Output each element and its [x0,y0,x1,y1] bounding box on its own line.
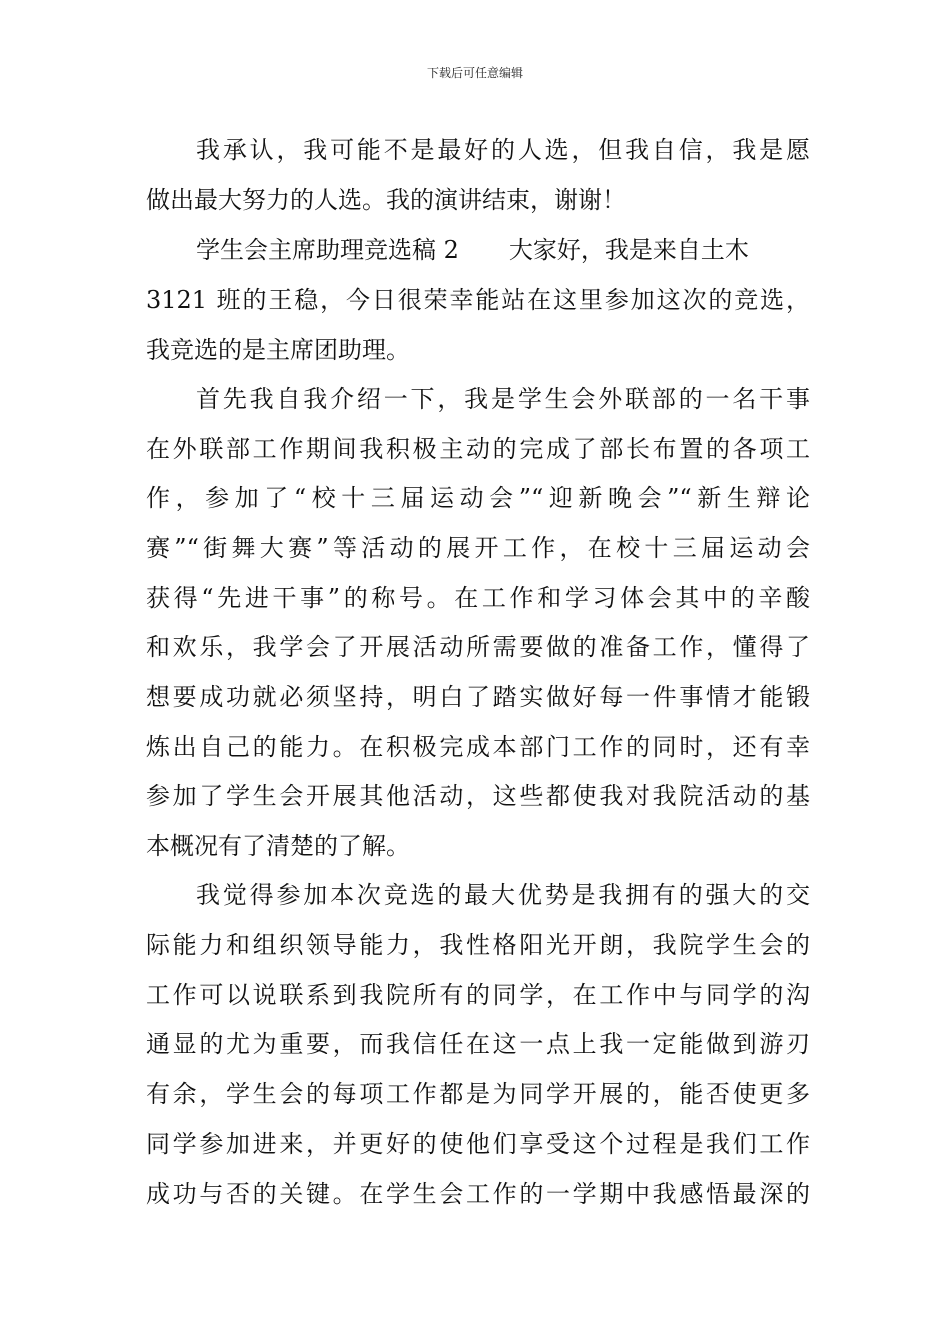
text-line: 参加了学生会开展其他活动，这些都使我对我院活动的基 [146,782,810,810]
text-line: 3121 班的王稳，今日很荣幸能站在这里参加这次的竞选， [146,286,810,314]
text-line: 工作可以说联系到我院所有的同学，在工作中与同学的沟 [146,981,810,1009]
text-line: 通显的尤为重要，而我信任在这一点上我一定能做到游刃 [146,1030,810,1058]
text-line: 际能力和组织领导能力，我性格阳光开朗，我院学生会的 [146,931,810,959]
text-line [196,226,810,274]
text-line: 同学参加进来，并更好的使他们享受这个过程是我们工作 [146,1130,810,1158]
text-line: 和欢乐，我学会了开展活动所需要做的准备工作，懂得了 [146,633,810,661]
text-line: 有余，学生会的每项工作都是为同学开展的，能否使更多 [146,1080,810,1108]
text-line: 我承认，我可能不是最好的人选，但我自信，我是愿 [196,136,810,164]
text-line: 我竞选的是主席团助理。 [146,336,410,364]
text-line: 作，参加了“校十三届运动会”“迎新晚会”“新生辩论 [146,484,810,512]
text-line: 我觉得参加本次竞选的最大优势是我拥有的强大的交 [196,881,810,909]
page-header: 下载后可任意编辑 [426,66,523,80]
text-line: 成功与否的关键。在学生会工作的一学期中我感悟最深的 [146,1180,810,1208]
text-line: 做出最大努力的人选。我的演讲结束，谢谢！ [146,186,626,214]
speech-title: 学生会主席助理竞选稿 2 [196,236,459,264]
text-line: 首先我自我介绍一下，我是学生会外联部的一名干事 [196,385,810,413]
speech-opening: 大家好，我是来自土木 [508,236,749,264]
text-line: 炼出自己的能力。在积极完成本部门工作的同时，还有幸 [146,733,810,761]
text-line: 想要成功就必须坚持，明白了踏实做好每一件事情才能锻 [146,683,810,711]
text-line: 本概况有了清楚的了解。 [146,832,410,860]
text-line: 获得“先进干事”的称号。在工作和学习体会其中的辛酸 [146,584,810,612]
text-line: 在外联部工作期间我积极主动的完成了部长布置的各项工 [146,435,810,463]
text-line: 赛”“街舞大赛”等活动的展开工作，在校十三届运动会 [146,534,810,562]
